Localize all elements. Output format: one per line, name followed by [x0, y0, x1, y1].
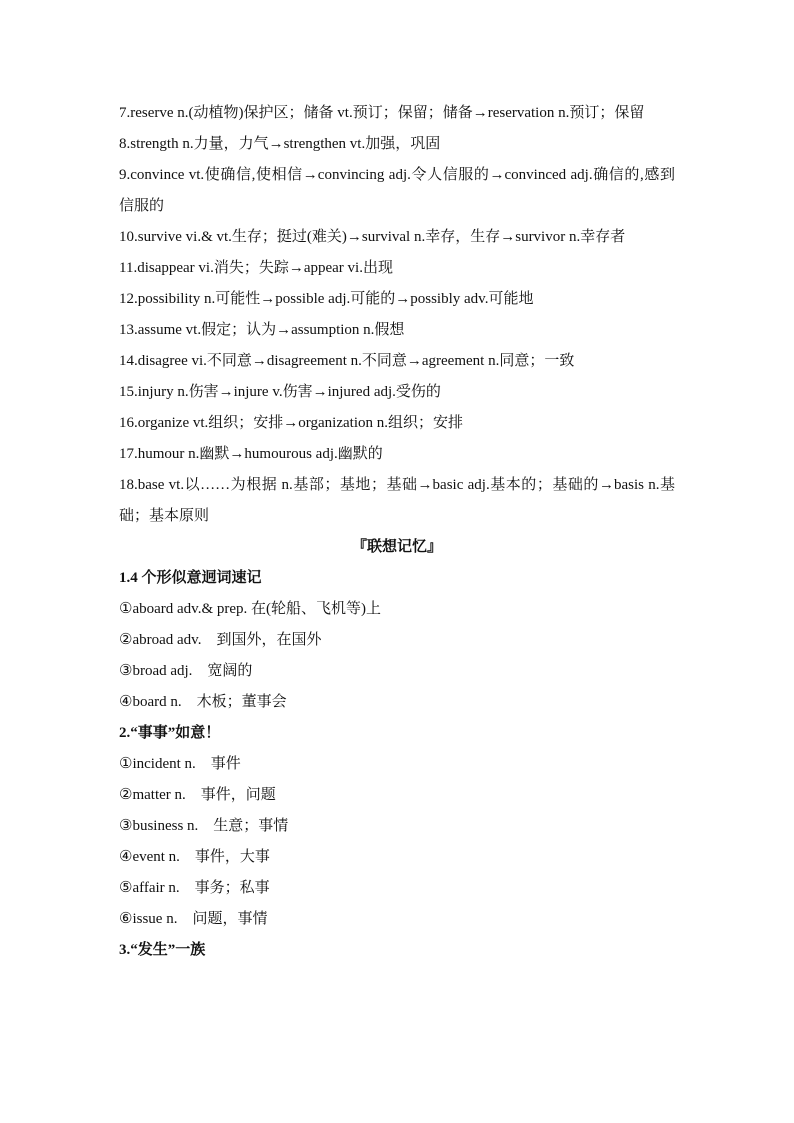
section-title: 『联想记忆』: [351, 539, 442, 555]
vocab-entry-disappear: 11.disappear vi.消失；失踪→appear vi.出现: [119, 260, 393, 276]
vocab-entry-possibility: 12.possibility n.可能性→possible adj.可能的→possibly adv.可能地: [119, 291, 534, 307]
vocab-entry-strength: 8.strength n.力量，力气→strengthen vt.加强，巩固: [119, 136, 441, 152]
group-heading-matters: 2.“事事”如意！: [119, 725, 221, 741]
vocab-entry-survive: 10.survive vi.& vt.生存；挺过(难关)→survival n.幸存，生存→survivor n.幸存者: [119, 229, 626, 245]
document-page: [119, 98, 675, 966]
vocab-entry-reserve: 7.reserve n.(动植物)保护区；储备 vt.预订；保留；储备→reservation n.预订；保留: [119, 105, 645, 121]
list-item: ②abroad adv. 到国外，在国外: [119, 632, 322, 648]
list-item: ⑤affair n. 事务；私事: [119, 880, 270, 896]
vocab-entry-disagree: 14.disagree vi.不同意→disagreement n.不同意→agreement n.同意；一致: [119, 353, 575, 369]
group-heading-similar-words: 1.4 个形似意迥词速记: [119, 570, 262, 586]
vocab-entry-organize: 16.organize vt.组织；安排→organization n.组织；安排: [119, 415, 463, 431]
list-item: ①aboard adv.& prep. 在(轮船、飞机等)上: [119, 601, 382, 617]
list-item: ④board n. 木板；董事会: [119, 694, 287, 710]
list-item: ③broad adj. 宽阔的: [119, 663, 253, 679]
vocab-entry-base: 18.base vt.以……为根据 n.基部；基地；基础→basic adj.基本的；基础的→basis n.基础；基本原则: [119, 477, 675, 524]
group-heading-happen: 3.“发生”一族: [119, 942, 206, 958]
vocab-entry-convince: 9.convince vt.使确信,使相信→convincing adj.令人信服的→convinced adj.确信的,感到信服的: [119, 167, 675, 214]
list-item: ①incident n. 事件: [119, 756, 241, 772]
list-item: ④event n. 事件，大事: [119, 849, 270, 865]
vocab-entry-assume: 13.assume vt.假定；认为→assumption n.假想: [119, 322, 405, 338]
vocab-entry-humour: 17.humour n.幽默→humourous adj.幽默的: [119, 446, 383, 462]
vocab-entry-injury: 15.injury n.伤害→injure v.伤害→injured adj.受伤的: [119, 384, 441, 400]
list-item: ⑥issue n. 问题，事情: [119, 911, 268, 927]
list-item: ②matter n. 事件，问题: [119, 787, 276, 803]
list-item: ③business n. 生意；事情: [119, 818, 289, 834]
